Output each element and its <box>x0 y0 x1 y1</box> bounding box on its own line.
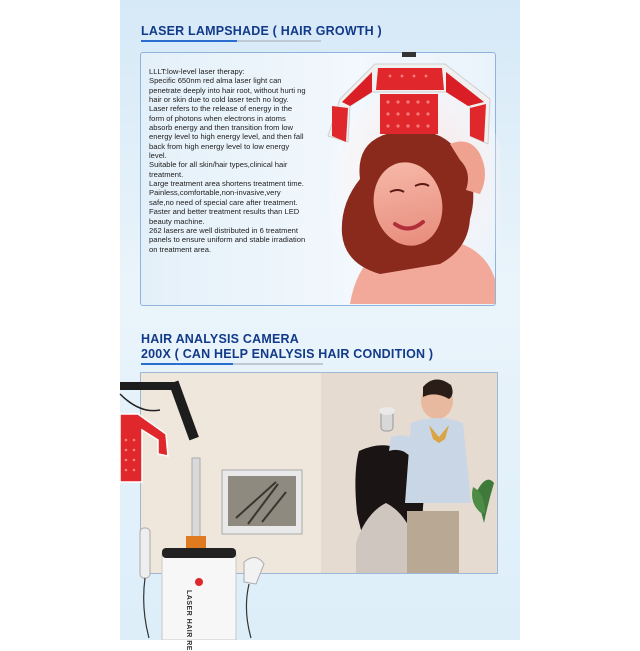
title-underline-rest-2 <box>233 363 323 365</box>
title-underline-rest <box>237 40 321 42</box>
machine-label: LASER HAIR RE <box>185 590 192 651</box>
section-title-camera-line2: 200X ( CAN HELP ENALYSIS HAIR CONDITION ) <box>141 347 434 361</box>
section-title-camera-line1: HAIR ANALYSIS CAMERA <box>141 332 299 346</box>
section-title-laser-lampshade: LASER LAMPSHADE ( HAIR GROWTH ) <box>141 24 382 38</box>
title-underline-accent <box>141 40 237 42</box>
laser-description: LLLT:low-level laser therapy: Specific 650nm red alma laser light can penetrate deeply into hair root, without hurti ng hair or skin due to cold laser tech no logy. Laser refers to the release of energy in the form of photons when electrons in atoms absorb energy and then transition from low energy level to high energy level, and then fall back from high energy level to low energy level. Suitable for all skin/hair types,clinical hair treatment. Large treatment area shortens treatment time. Painless,comfortable,non-invasive,very safe,no need of special care after treatment. Faster and better treatment results than LED beauty machine. 262 lasers are well distributed in 6 treatment panels to ensure uniform and stable irradiation on treatment area. <box>149 67 306 254</box>
woman-with-laser-cap-photo <box>320 44 500 304</box>
title-underline-accent-2 <box>141 363 233 365</box>
hair-analysis-machine <box>118 378 328 651</box>
